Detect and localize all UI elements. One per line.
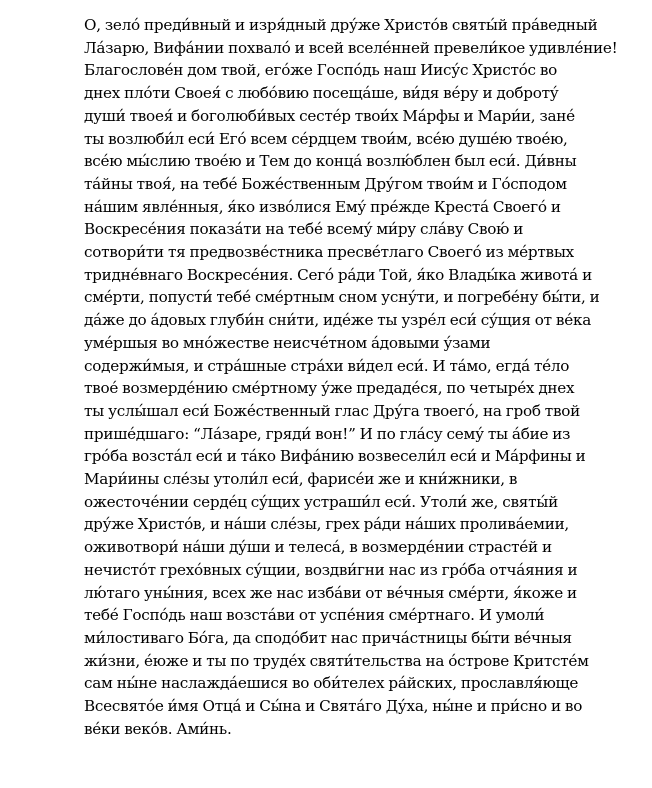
- text-line: тридне́внаго Воскресе́ния. Сего́ ра́ди Той, я́ко Влады́ка живота́ и: [84, 265, 592, 284]
- text-line: на́шим явле́нныя, я́ко изво́лися Ему́ пре́жде Креста́ Своего́ и: [84, 197, 561, 216]
- text-line: дру́же Христо́в, и на́ши сле́зы, грех ра́ди на́ших пролива́емии,: [84, 515, 570, 534]
- text-line: да́же до а́довых глуби́н сни́ти, иде́же ты узре́л еси́ су́щия от ве́ка: [84, 311, 592, 330]
- text-line: твое́ возмерде́нию сме́ртному у́же предаде́ся, по четыре́х днех: [84, 379, 575, 398]
- text-line: ми́лостиваго Бо́га, да сподо́бит нас прича́стницы бы́ти ве́чныя: [84, 628, 572, 647]
- text-line: прише́дшаго: “Ла́заре, гряди́ вон!” И по гла́су сему́ ты а́бие из: [84, 424, 571, 443]
- text-line: души́ твоея́ и боголюби́вых сесте́р твои́х Ма́рфы и Мари́и, зане́: [84, 106, 575, 125]
- text-line: ты возлюби́л еси́ Его́ всем се́рдцем твои́м, все́ю душе́ю твое́ю,: [84, 129, 568, 148]
- text-line: днех пло́ти Своея́ с любо́вию посеща́ше, ви́дя ве́ру и доброту́: [84, 84, 559, 103]
- text-line: содержи́мыя, и стра́шные стра́хи ви́дел еси́. И та́мо, егда́ те́ло: [84, 356, 570, 375]
- text-line: тебе́ Госпо́дь наш возста́ви от успе́ния сме́ртнаго. И умоли́: [84, 606, 545, 625]
- text-line: ве́ки веко́в. Ами́нь.: [84, 719, 232, 738]
- text-line: сме́рти, попусти́ тебе́ сме́ртным сном усну́ти, и погребе́ну бы́ти, и: [84, 288, 600, 307]
- prayer-text: [84, 14, 624, 741]
- text-line: Воскресе́ния показа́ти на тебе́ всему́ ми́ру сла́ву Свою́ и: [84, 220, 524, 239]
- text-line: оживотвори́ на́ши ду́ши и телеса́, в возмерде́нии страсте́й и: [84, 538, 552, 557]
- text-line: сотвори́ти тя предвозве́стника пресве́тлаго Своего́ из ме́ртвых: [84, 243, 574, 262]
- text-line: жи́зни, е́юже и ты по труде́х святи́тельства на о́строве Критсте́м: [84, 651, 589, 670]
- text-line: сам ны́не наслажда́ешися во оби́телех ра́йских, прославля́юще: [84, 674, 579, 693]
- text-line: О, зело́ преди́вный и изря́дный дру́же Христо́в святы́й пра́ведный: [84, 16, 598, 34]
- text-line: гро́ба возста́л еси́ и та́ко Вифа́нию возвесели́л еси́ и Ма́рфины и: [84, 447, 586, 466]
- text-line: нечисто́т грехо́вных су́щии, воздви́гни нас из гро́ба отча́яния и: [84, 560, 578, 579]
- text-line: ты услы́шал еси́ Боже́ственный глас Дру́га твоего́, на гроб твой: [84, 401, 581, 420]
- text-line: та́йны твоя́, на тебе́ Боже́ственным Дру́гом твои́м и Го́сподом: [84, 174, 567, 193]
- text-line: Ла́зарю, Вифа́нии похвало́ и всей вселе́нней превели́кое удивле́ние!: [84, 38, 618, 57]
- text-line: ожесточе́нии серде́ц су́щих устраши́л еси́. Утоли́ же, святы́й: [84, 492, 558, 511]
- text-line: Мари́ины сле́зы утоли́л еси́, фарисе́и же и кни́жники, в: [84, 470, 518, 489]
- text-line: уме́ршыя во мно́жестве неисче́тном а́довыми у́зами: [84, 333, 491, 352]
- text-line: лю́таго уны́ния, всех же нас изба́ви от ве́чныя сме́рти, я́коже и: [84, 583, 577, 602]
- text-line: все́ю мы́слию твое́ю и Тем до конца́ возлю́блен был еси́. Ди́вны: [84, 152, 577, 171]
- text-line: Благослове́н дом твой, его́же Госпо́дь наш Иису́с Христо́с во: [84, 61, 558, 80]
- text-line: Всесвято́е и́мя Отца́ и Сы́на и Свята́го Ду́ха, ны́не и при́сно и во: [84, 697, 583, 716]
